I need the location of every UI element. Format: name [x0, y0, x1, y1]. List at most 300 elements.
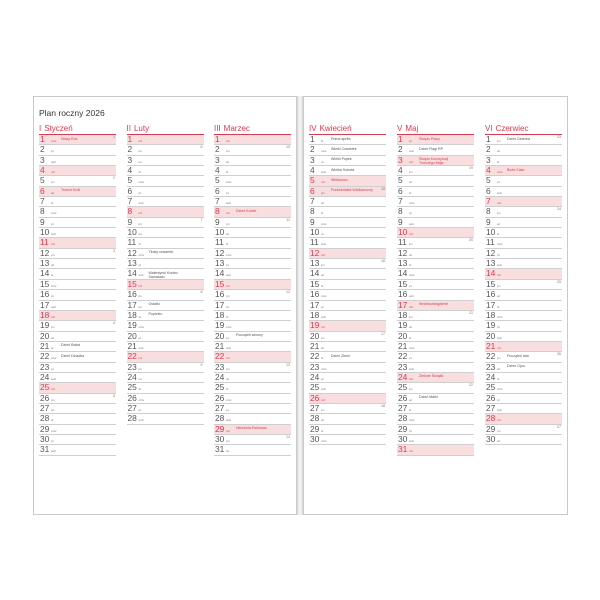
day-row[interactable] [127, 342, 204, 352]
day-row[interactable] [127, 269, 204, 279]
day-row[interactable] [39, 290, 116, 300]
day-row[interactable] [39, 135, 116, 145]
weekday-abbr: wt [497, 294, 501, 299]
day-row[interactable] [39, 207, 116, 217]
months-right [309, 123, 562, 456]
day-row[interactable] [214, 383, 291, 393]
weekday-abbr: pt [138, 190, 142, 195]
day-row[interactable] [309, 301, 386, 311]
day-row[interactable] [397, 373, 474, 383]
day-number: 8 [40, 206, 45, 217]
event-label: Dzień Dziadka [61, 353, 85, 358]
day-row[interactable] [39, 145, 116, 155]
day-row[interactable] [39, 259, 116, 269]
day-row[interactable] [485, 280, 562, 290]
day-row[interactable] [39, 156, 116, 166]
day-row[interactable] [127, 311, 204, 321]
day-row[interactable] [214, 166, 291, 176]
day-row[interactable] [485, 197, 562, 207]
day-number: 28 [398, 413, 408, 424]
months-left [39, 123, 291, 456]
day-row[interactable] [309, 238, 386, 248]
day-row[interactable] [127, 218, 204, 228]
day-row[interactable] [39, 445, 116, 455]
day-row[interactable] [397, 238, 474, 248]
day-row[interactable] [309, 332, 386, 342]
day-row[interactable] [127, 290, 204, 300]
day-row[interactable] [214, 435, 291, 445]
day-number: 24 [486, 371, 496, 382]
weekday-abbr: wt [321, 345, 325, 350]
day-row[interactable] [397, 269, 474, 279]
weekday-abbr: wt [409, 252, 413, 257]
event-label: Dzień Matki [419, 395, 438, 400]
week-number: 2 [113, 176, 115, 181]
day-row[interactable] [485, 332, 562, 342]
day-row[interactable] [485, 145, 562, 155]
day-number: 18 [40, 309, 50, 320]
weekday-abbr: pt [51, 294, 54, 299]
weekday-abbr: pt [409, 139, 412, 143]
day-row[interactable] [397, 425, 474, 435]
weekday-abbr: wt [226, 232, 230, 237]
day-number: 7 [127, 196, 133, 207]
day-number: 30 [40, 433, 50, 444]
weekday-abbr: czw [226, 397, 232, 402]
day-number: 25 [215, 382, 225, 393]
day-row[interactable] [39, 425, 116, 435]
day-row[interactable] [485, 290, 562, 300]
day-number: 1 [215, 134, 220, 144]
day-number: 22 [127, 351, 137, 362]
day-number: 21 [127, 340, 137, 351]
weekday-abbr: sob [138, 273, 144, 278]
day-row[interactable] [127, 394, 204, 404]
day-number: 16 [486, 289, 496, 300]
week-number: 20 [469, 238, 473, 243]
day-row[interactable] [485, 342, 562, 352]
month-header [397, 123, 474, 135]
day-row[interactable] [309, 249, 386, 259]
day-row[interactable] [397, 145, 474, 155]
weekday-abbr: wt [51, 407, 55, 412]
day-row[interactable] [309, 145, 386, 155]
day-row[interactable] [214, 259, 291, 269]
weekday-abbr: sob [138, 345, 144, 350]
weekday-abbr: nd [51, 387, 55, 392]
day-row[interactable] [309, 269, 386, 279]
day-row[interactable] [39, 228, 116, 238]
day-number: 15 [215, 278, 225, 289]
day-row[interactable] [397, 352, 474, 362]
day-number: 27 [127, 402, 137, 413]
weekday-abbr: czw [321, 149, 327, 154]
day-row[interactable] [485, 321, 562, 331]
day-row[interactable] [485, 414, 562, 424]
day-number: 28 [40, 413, 50, 424]
day-row[interactable] [214, 394, 291, 404]
day-row[interactable] [214, 238, 291, 248]
weekday-abbr: pt [138, 263, 142, 268]
day-row[interactable] [127, 197, 204, 207]
day-row[interactable] [397, 414, 474, 424]
day-row[interactable] [309, 218, 386, 228]
weekday-abbr: czw [409, 418, 415, 423]
day-number: 29 [215, 423, 225, 434]
day-row[interactable] [39, 373, 116, 383]
day-number: 1 [40, 134, 45, 144]
day-row[interactable] [485, 249, 562, 259]
weekday-abbr: czw [138, 325, 144, 330]
day-row[interactable] [309, 135, 386, 145]
day-row[interactable] [309, 280, 386, 290]
day-row[interactable] [485, 352, 562, 362]
day-row[interactable] [485, 394, 562, 404]
day-row[interactable] [397, 187, 474, 197]
day-row[interactable] [39, 404, 116, 414]
day-row[interactable] [485, 269, 562, 279]
day-row[interactable] [214, 280, 291, 290]
day-number: 1 [398, 134, 403, 144]
event-label: Prima aprilis [331, 136, 351, 141]
day-row[interactable] [214, 249, 291, 259]
weekday-abbr: nd [497, 201, 501, 206]
day-row[interactable] [397, 404, 474, 414]
day-row[interactable] [127, 176, 204, 186]
day-row[interactable] [397, 363, 474, 373]
day-row[interactable] [485, 301, 562, 311]
day-row[interactable] [309, 363, 386, 373]
day-row[interactable] [214, 145, 291, 155]
month-column [397, 123, 474, 456]
day-row[interactable] [214, 342, 291, 352]
day-number: 19 [215, 320, 225, 331]
day-number: 30 [310, 433, 320, 444]
day-row[interactable] [214, 414, 291, 424]
day-row[interactable] [39, 269, 116, 279]
day-row[interactable] [39, 383, 116, 393]
day-number: 31 [40, 444, 50, 455]
day-row[interactable] [39, 414, 116, 424]
day-row[interactable] [214, 321, 291, 331]
day-row[interactable] [309, 425, 386, 435]
week-number: 25 [557, 279, 561, 284]
day-row[interactable] [309, 166, 386, 176]
day-row[interactable] [397, 197, 474, 207]
week-number: 11 [286, 217, 290, 222]
day-row[interactable] [214, 425, 291, 435]
weekday-abbr: śr [138, 314, 142, 319]
day-row[interactable] [127, 207, 204, 217]
day-row[interactable] [397, 321, 474, 331]
day-row[interactable] [397, 301, 474, 311]
day-row[interactable] [397, 394, 474, 404]
day-row[interactable] [127, 352, 204, 362]
day-row[interactable] [309, 187, 386, 197]
day-row[interactable] [397, 166, 474, 176]
day-row[interactable] [397, 311, 474, 321]
month-roman: V [397, 124, 403, 133]
day-row[interactable] [39, 249, 116, 259]
day-row[interactable] [309, 352, 386, 362]
day-number: 14 [127, 268, 137, 279]
day-row[interactable] [39, 301, 116, 311]
day-row[interactable] [127, 156, 204, 166]
day-row[interactable] [309, 383, 386, 393]
day-row[interactable] [214, 404, 291, 414]
day-number: 22 [215, 351, 225, 362]
day-row[interactable] [309, 435, 386, 445]
day-number: 17 [215, 299, 225, 310]
weekday-abbr: czw [409, 345, 415, 350]
weekday-abbr: czw [497, 387, 503, 392]
day-row[interactable] [485, 135, 562, 145]
day-row[interactable] [39, 238, 116, 248]
day-number: 20 [398, 330, 408, 341]
weekday-abbr: czw [497, 170, 503, 175]
day-number: 9 [310, 216, 315, 227]
day-row[interactable] [214, 363, 291, 373]
day-number: 25 [310, 382, 320, 393]
day-row[interactable] [214, 135, 291, 145]
day-row[interactable] [127, 414, 204, 424]
day-row[interactable] [485, 176, 562, 186]
day-number: 24 [310, 371, 320, 382]
day-row[interactable] [485, 311, 562, 321]
weekday-abbr: pn [138, 366, 142, 371]
weekday-abbr: pt [321, 304, 324, 309]
day-row[interactable] [214, 311, 291, 321]
day-row[interactable] [127, 321, 204, 331]
day-row[interactable] [309, 404, 386, 414]
weekday-abbr: śr [138, 170, 142, 175]
day-row[interactable] [397, 383, 474, 393]
day-number: 23 [398, 361, 408, 372]
weekday-abbr: śr [409, 407, 412, 412]
day-row[interactable] [39, 394, 116, 404]
day-row[interactable] [39, 197, 116, 207]
weekday-abbr: sob [497, 190, 502, 195]
day-row[interactable] [485, 363, 562, 373]
day-row[interactable] [485, 228, 562, 238]
day-number: 11 [40, 237, 49, 248]
day-number: 25 [127, 382, 137, 393]
day-row[interactable] [309, 156, 386, 166]
day-row[interactable] [485, 404, 562, 414]
weekday-abbr: nd [51, 314, 55, 319]
day-number: 21 [40, 340, 50, 351]
day-row[interactable] [397, 135, 474, 145]
day-row[interactable] [485, 373, 562, 383]
day-row[interactable] [309, 176, 386, 186]
day-number: 2 [310, 144, 315, 155]
day-row[interactable] [214, 290, 291, 300]
day-row[interactable] [214, 269, 291, 279]
day-number: 5 [40, 175, 45, 186]
day-row[interactable] [309, 321, 386, 331]
month-name: Czerwiec [495, 124, 529, 133]
day-row[interactable] [39, 187, 116, 197]
day-row[interactable] [214, 156, 291, 166]
weekday-abbr: czw [138, 252, 144, 257]
event-label: Poniedziałek Wielkanocny [331, 188, 373, 193]
event-label: Dzień Babci [61, 343, 81, 348]
day-number: 3 [215, 154, 220, 165]
day-row[interactable] [127, 404, 204, 414]
event-label: Tłusty czwartek [148, 250, 174, 255]
day-row[interactable] [39, 176, 116, 186]
day-row[interactable] [39, 363, 116, 373]
day-row[interactable] [39, 280, 116, 290]
event-label: Nowy Rok [61, 136, 78, 141]
day-row[interactable] [485, 259, 562, 269]
day-row[interactable] [309, 197, 386, 207]
day-row[interactable] [39, 311, 116, 321]
day-number: 5 [310, 175, 315, 186]
day-number: 6 [215, 185, 220, 196]
day-row[interactable] [397, 290, 474, 300]
day-row[interactable] [214, 176, 291, 186]
event-label: Zielone Świątki [419, 374, 444, 379]
weekday-abbr: pn [51, 180, 55, 185]
day-row[interactable] [214, 445, 291, 455]
day-row[interactable] [397, 435, 474, 445]
day-number: 4 [40, 165, 45, 176]
day-row[interactable] [309, 207, 386, 217]
day-number: 21 [215, 340, 225, 351]
day-row[interactable] [485, 156, 562, 166]
day-row[interactable] [214, 301, 291, 311]
day-row[interactable] [214, 332, 291, 342]
day-number: 30 [215, 433, 225, 444]
event-label: Wniebowstąpienie [419, 302, 449, 306]
day-number: 25 [486, 382, 496, 393]
day-row[interactable] [214, 373, 291, 383]
day-row[interactable] [127, 280, 204, 290]
weekday-abbr: czw [51, 211, 57, 216]
day-row[interactable] [127, 363, 204, 373]
day-row[interactable] [214, 352, 291, 362]
day-row[interactable] [397, 228, 474, 238]
day-row[interactable] [397, 218, 474, 228]
day-row[interactable] [39, 321, 116, 331]
day-row[interactable] [485, 166, 562, 176]
day-row[interactable] [39, 218, 116, 228]
day-row[interactable] [309, 259, 386, 269]
day-row[interactable] [127, 228, 204, 238]
week-number: 26 [557, 352, 561, 357]
day-number: 2 [215, 144, 220, 155]
month-column [127, 123, 204, 456]
day-row[interactable] [397, 249, 474, 259]
day-number: 17 [127, 299, 137, 310]
weekday-abbr: pn [51, 397, 55, 402]
day-row[interactable] [39, 166, 116, 176]
day-row[interactable] [127, 301, 204, 311]
day-number: 19 [40, 320, 50, 331]
day-row[interactable] [127, 135, 204, 145]
day-number: 4 [215, 165, 220, 176]
weekday-abbr: pt [321, 159, 324, 164]
day-row[interactable] [127, 166, 204, 176]
day-row[interactable] [214, 207, 291, 217]
day-row[interactable] [127, 187, 204, 197]
day-row[interactable] [214, 187, 291, 197]
weekday-abbr: czw [138, 180, 144, 185]
day-row[interactable] [485, 238, 562, 248]
day-row[interactable] [397, 176, 474, 186]
day-row[interactable] [309, 342, 386, 352]
weekday-abbr: nd [497, 273, 501, 278]
day-row[interactable] [127, 383, 204, 393]
day-row[interactable] [39, 435, 116, 445]
day-row[interactable] [397, 445, 474, 455]
weekday-abbr: sob [226, 418, 231, 423]
day-row[interactable] [214, 218, 291, 228]
day-row[interactable] [397, 342, 474, 352]
day-row[interactable] [397, 207, 474, 217]
day-row[interactable] [309, 311, 386, 321]
week-number: 7 [200, 217, 203, 222]
weekday-abbr: czw [226, 180, 232, 185]
day-row[interactable] [39, 342, 116, 352]
day-row[interactable] [127, 373, 204, 383]
weekday-abbr: czw [409, 273, 415, 278]
day-number: 24 [215, 371, 225, 382]
day-row[interactable] [397, 332, 474, 342]
day-row[interactable] [485, 218, 562, 228]
day-number: 11 [127, 237, 137, 248]
day-row[interactable] [485, 425, 562, 435]
day-row[interactable] [485, 207, 562, 217]
weekday-abbr: pn [497, 428, 501, 433]
weekday-abbr: czw [226, 325, 232, 330]
day-row[interactable] [214, 197, 291, 207]
day-row[interactable] [214, 228, 291, 238]
event-label: Początek wiosny [236, 333, 263, 338]
weekday-abbr: śr [409, 190, 412, 195]
weekday-abbr: sob [409, 294, 414, 299]
day-row[interactable] [39, 332, 116, 342]
month-name: Styczeń [44, 124, 73, 133]
weekday-abbr: nd [226, 211, 230, 216]
day-row[interactable] [485, 187, 562, 197]
day-row[interactable] [309, 373, 386, 383]
day-row[interactable] [309, 290, 386, 300]
day-row[interactable] [127, 238, 204, 248]
weekday-abbr: nd [138, 211, 142, 216]
day-row[interactable] [127, 249, 204, 259]
day-row[interactable] [309, 414, 386, 424]
left-page [33, 96, 297, 515]
day-row[interactable] [397, 259, 474, 269]
day-row[interactable] [127, 259, 204, 269]
day-row[interactable] [127, 332, 204, 342]
day-row[interactable] [397, 280, 474, 290]
day-row[interactable] [485, 383, 562, 393]
day-row[interactable] [309, 394, 386, 404]
day-row[interactable] [397, 156, 474, 166]
day-number: 13 [215, 258, 225, 269]
day-row[interactable] [127, 145, 204, 155]
day-row[interactable] [485, 435, 562, 445]
day-row[interactable] [309, 228, 386, 238]
day-number: 9 [215, 216, 220, 227]
day-row[interactable] [39, 352, 116, 362]
month-roman: IV [309, 124, 317, 133]
weekday-abbr: śr [409, 263, 412, 268]
day-number: 3 [486, 154, 491, 165]
